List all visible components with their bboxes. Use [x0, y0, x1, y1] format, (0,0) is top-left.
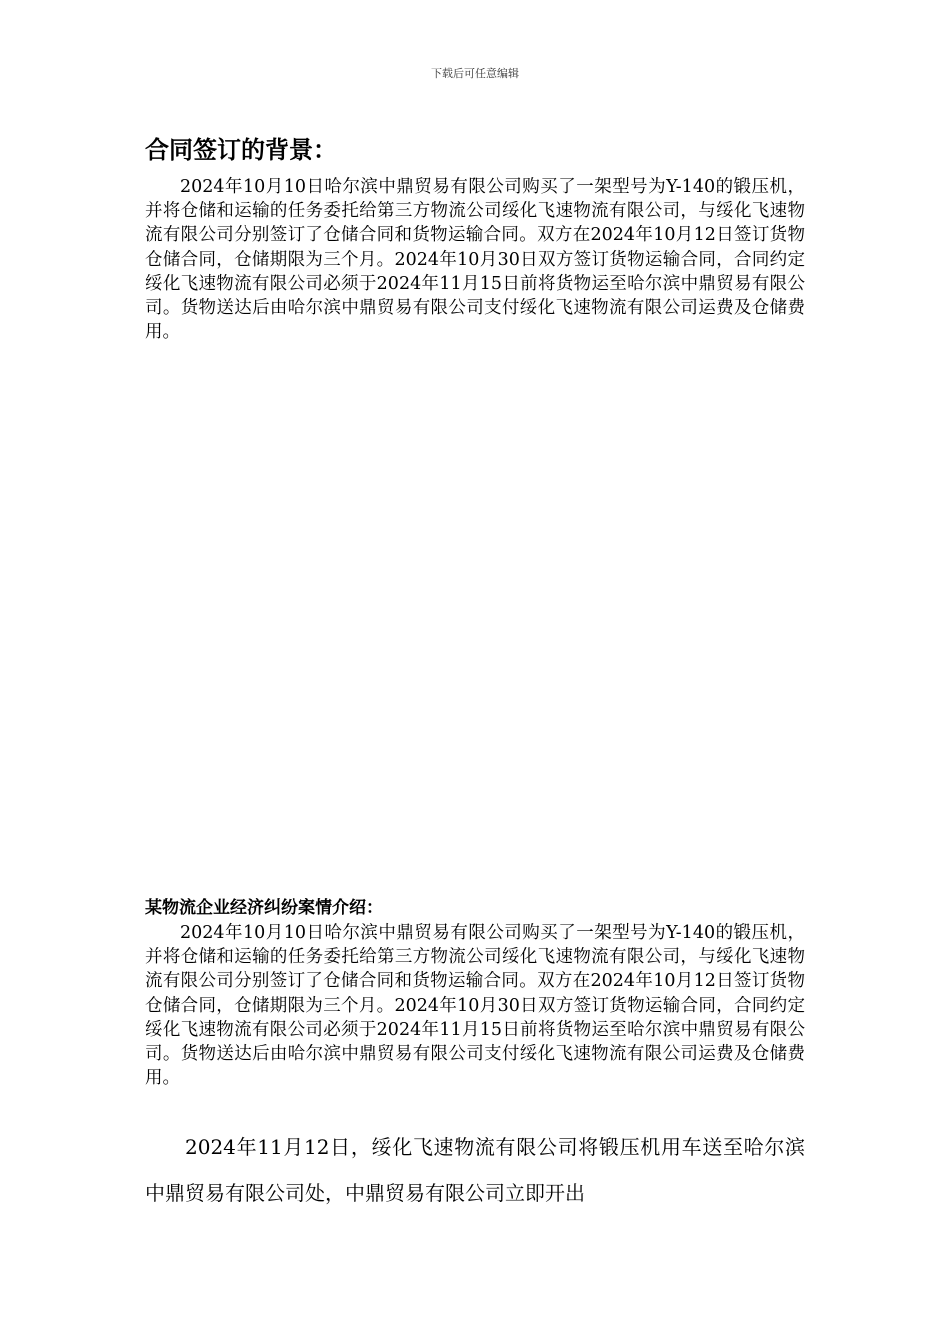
section-title-contract-background: 合同签订的背景： — [145, 136, 337, 164]
paragraph-dispute-case-intro: 2024年10月10日哈尔滨中鼎贸易有限公司购买了一架型号为Y-140的锻压机，并将仓储和运输的任务委托给第三方物流公司绥化飞速物流有限公司，与绥化飞速物流有限公司分别签订了仓储合同和货物运输合同。双方在2024年10月12日签订货物仓储合同，仓储期限为三个月。2024年10月30日双方签订货物运输合同，合同约定绥化飞速物流有限公司必须于2024年11月15日前将货物运至哈尔滨中鼎贸易有限公司。货物送达后由哈尔滨中鼎贸易有限公司支付绥化飞速物流有限公司运费及仓储费用。 — [145, 923, 805, 1089]
paragraph-dispute-case-delivery: 2024年11月12日，绥化飞速物流有限公司将锻压机用车送至哈尔滨中鼎贸易有限公司处，中鼎贸易有限公司立即开出 — [145, 1135, 805, 1205]
section-title-dispute-case: 某物流企业经济纠纷案情介绍： — [145, 898, 383, 918]
paragraph-contract-background: 2024年10月10日哈尔滨中鼎贸易有限公司购买了一架型号为Y-140的锻压机，并将仓储和运输的任务委托给第三方物流公司绥化飞速物流有限公司，与绥化飞速物流有限公司分别签订了仓储合同和货物运输合同。双方在2024年10月12日签订货物仓储合同，仓储期限为三个月。2024年10月30日双方签订货物运输合同，合同约定绥化飞速物流有限公司必须于2024年11月15日前将货物运至哈尔滨中鼎贸易有限公司。货物送达后由哈尔滨中鼎贸易有限公司支付绥化飞速物流有限公司运费及仓储费用。 — [145, 177, 805, 343]
page-header-note: 下载后可任意编辑 — [431, 67, 519, 80]
